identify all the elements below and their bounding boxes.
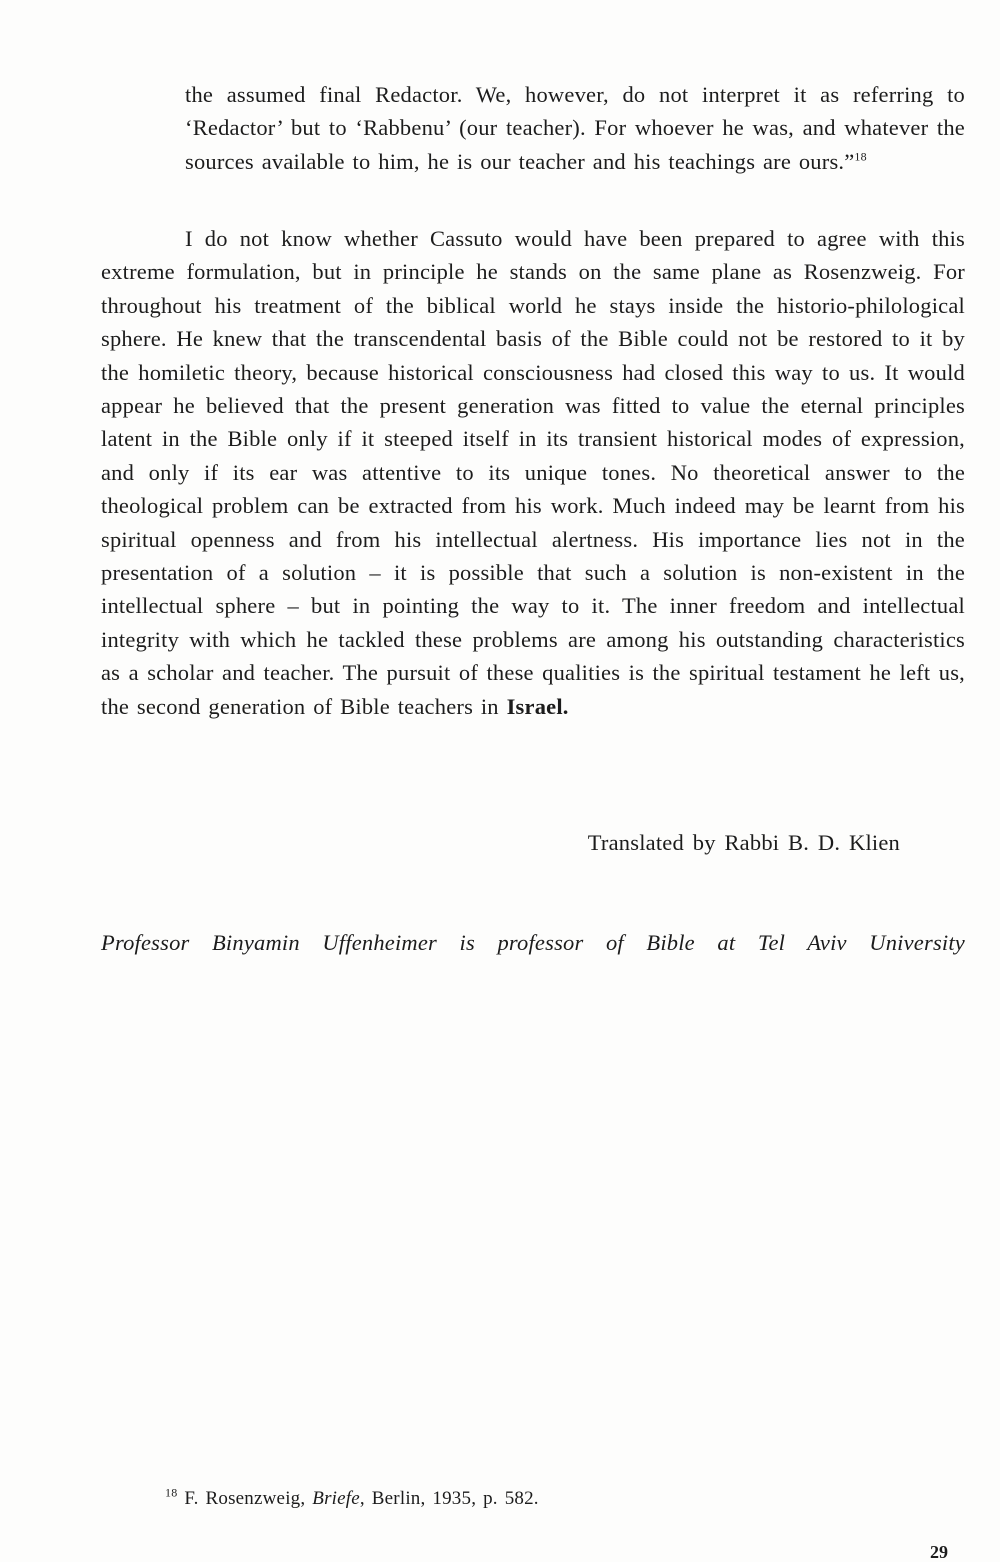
footnote-number: 18 [165, 1485, 178, 1500]
body-paragraph [101, 222, 965, 723]
block-quote [185, 78, 965, 178]
translator-credit: Translated by Rabbi B. D. Klien [587, 830, 900, 855]
page-number: 29 [930, 1542, 948, 1562]
paragraph-last-word: Israel. [506, 693, 569, 719]
footnote-author: F. Rosenzweig, [184, 1488, 306, 1509]
author-note: Professor Binyamin Uffenheimer is professor of Bible at Tel Aviv University [101, 930, 965, 955]
footnote-ref: 18 [854, 149, 867, 164]
footnote [165, 1485, 765, 1510]
quote-text: the assumed final Redactor. We, however, do not interpret it as referring to ‘Redactor’ but to ‘Rabbenu’ (our teacher). For whoever he was, and whatever the sources available to him, he is our teacher and his teachings are ours.” [185, 82, 965, 174]
footnote-title: Briefe [312, 1488, 360, 1509]
footnote-rest: , Berlin, 1935, p. 582. [359, 1488, 539, 1509]
paragraph-text: I do not know whether Cassuto would have been prepared to agree with this extreme formulation, but in principle he stands on the same plane as Rosenzweig. For throughout his treatment of the biblical world he stays inside the historio-philological sphere. He knew that the transcendental basis of the Bible could not be restored to it by the homiletic theory, because historical consciousness had closed this way to us. It would appear he believed that the present generation was fitted to value the eternal principles latent in the Bible only if it steeped itself in its transient historical modes of expression, and only if its ear was attentive to its unique tones. No theoretical answer to the theological problem can be extracted from his work. Much indeed may be learnt from his spiritual openness and from his intellectual alertness. His importance lies not in the presentation of a solution – it is possible that such a solution is non-existent in the intellectual sphere – but in pointing the way to it. The inner freedom and intellectual integrity with which he tackled these problems are among his outstanding characteristics as a scholar and teacher. The pursuit of these qualities is the spiritual testament he left us, the second generation of Bible teachers in [101, 226, 965, 719]
